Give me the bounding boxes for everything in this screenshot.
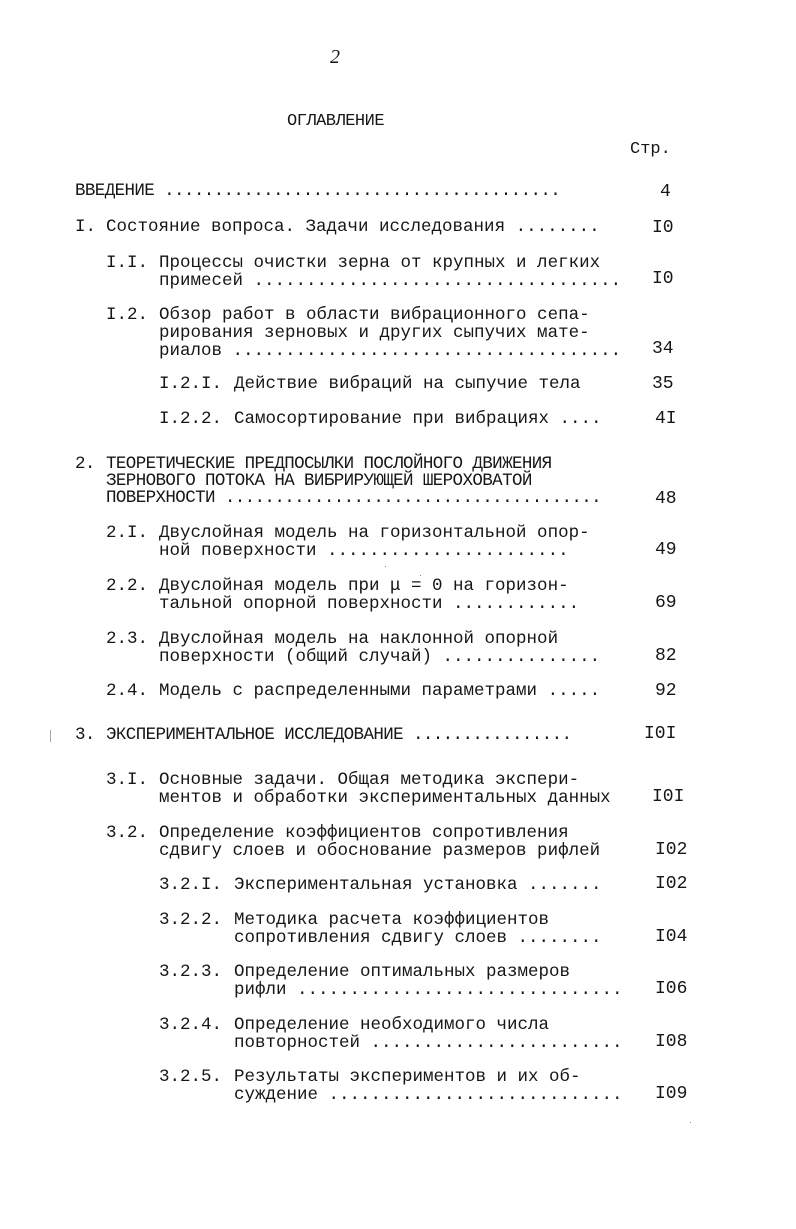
toc-entry-text-line-2: повторностей ........................ — [234, 1033, 623, 1053]
toc-entry-text: Экспериментальная установка ....... — [234, 875, 602, 895]
page-column-header: Стр. — [630, 140, 671, 159]
page-title: ОГЛАВЛЕНИЕ — [287, 112, 385, 131]
toc-entry-page: 34 — [652, 339, 674, 359]
toc-entry-text-line-2: суждение ............................ — [234, 1085, 623, 1105]
toc-entry-page: 92 — [655, 681, 677, 701]
toc-entry-page: 4I — [655, 409, 677, 429]
toc-entry-text-line-3: риалов ..................................... — [159, 341, 622, 361]
toc-entry-text: ВВЕДЕНИЕ ........................................ — [75, 181, 561, 201]
toc-entry-page: I06 — [655, 979, 688, 999]
toc-entry-text-line-2: ментов и обработки экспериментальных данных — [159, 788, 611, 808]
toc-entry-page: I0I — [652, 787, 685, 807]
toc-entry-page: 35 — [652, 374, 674, 394]
toc-entry-number: I. — [75, 217, 97, 237]
toc-entry-text-line-1: Определение оптимальных размеров — [234, 962, 571, 982]
toc-entry-text-line-2: тальной опорной поверхности ............ — [159, 594, 580, 614]
toc-entry-number: 2.4. — [106, 681, 149, 701]
toc-entry-page: I08 — [655, 1032, 688, 1052]
toc-entry-number: I.2. — [106, 305, 149, 325]
toc-entry-page: I02 — [655, 840, 688, 860]
toc-entry-text-line-1: ТЕОРЕТИЧЕСКИЕ ПРЕДПОСЫЛКИ ПОСЛОЙНОГО ДВИЖЕНИЯ — [106, 454, 552, 474]
toc-entry-text-line-2: примесей ................................... — [159, 271, 622, 291]
toc-entry-text: Модель с распределенными параметрами ..... — [159, 681, 601, 701]
toc-entry-text-line-1: Основные задачи. Общая методика экспери- — [159, 770, 580, 790]
toc-entry-number: 3.2.4. — [159, 1015, 223, 1035]
page-number: 2 — [330, 46, 340, 68]
toc-entry-number: 3.2.5. — [159, 1067, 223, 1087]
toc-entry-page: 4 — [660, 182, 671, 202]
toc-entry-text-line-2: ЗЕРНОВОГО ПОТОКА НА ВИБРИРУЮЩЕЙ ШЕРОХОВАТОЙ — [106, 471, 532, 491]
toc-entry-number: 2.2. — [106, 576, 149, 596]
toc-entry-page: I0I — [644, 724, 677, 744]
toc-entry-text-line-1: Двуслойная модель на горизонтальной опор- — [159, 523, 590, 543]
toc-entry-page: 82 — [655, 646, 677, 666]
toc-entry-number: I.2.2. — [159, 409, 223, 429]
toc-entry-text-line-1: Двуслойная модель при μ = 0 на горизон- — [159, 576, 569, 596]
toc-entry-number: 3.2.3. — [159, 962, 223, 982]
toc-entry-text-line-1: Результаты экспериментов и их об- — [234, 1067, 581, 1087]
toc-entry-text-line-2: рифли ............................... — [234, 980, 623, 1000]
toc-entry-text-line-2: поверхности (общий случай) ............... — [159, 647, 601, 667]
toc-entry-number: 2.3. — [106, 629, 149, 649]
toc-entry-text: ЭКСПЕРИМЕНТАЛЬНОЕ ИССЛЕДОВАНИЕ ................ — [106, 725, 572, 745]
toc-entry-text: Состояние вопроса. Задачи исследования ........ — [106, 217, 600, 237]
toc-entry-text: Действие вибраций на сыпучие тела — [234, 374, 581, 394]
scan-speck — [385, 566, 386, 567]
toc-entry-number: 3.I. — [106, 770, 149, 790]
toc-entry-text-line-1: Определение коэффициентов сопротивления — [159, 823, 569, 843]
toc-entry-number: 3.2.I. — [159, 875, 223, 895]
toc-entry-page: 48 — [655, 489, 677, 509]
toc-entry-page: I0 — [652, 218, 674, 238]
toc-entry-page: 49 — [655, 540, 677, 560]
toc-entry-page: 69 — [655, 593, 677, 613]
toc-entry-text: Самосортирование при вибрациях .... — [234, 409, 602, 429]
toc-entry-text-line-2: ной поверхности ....................... — [159, 541, 569, 561]
toc-entry-text-line-1: Методика расчета коэффициентов — [234, 910, 550, 930]
toc-entry-number: I.I. — [106, 253, 149, 273]
toc-entry-number: I.2.I. — [159, 374, 223, 394]
toc-entry-page: I0 — [652, 269, 674, 289]
toc-entry-number: 3.2. — [106, 823, 149, 843]
toc-entry-text-line-1: Двуслойная модель на наклонной опорной — [159, 629, 559, 649]
toc-entry-number: 2.I. — [106, 523, 149, 543]
toc-entry-number: 3.2.2. — [159, 910, 223, 930]
toc-entry-number: 2. — [75, 454, 95, 474]
scan-speck — [420, 575, 421, 576]
toc-entry-text-line-1: Процессы очистки зерна от крупных и легких — [159, 253, 601, 273]
toc-entry-page: I09 — [655, 1084, 688, 1104]
toc-entry-text-line-3: ПОВЕРХНОСТИ ...................................... — [106, 488, 602, 508]
toc-entry-page: I02 — [655, 874, 688, 894]
scan-mark — [50, 730, 51, 742]
scan-speck — [690, 1122, 691, 1123]
toc-entry-page: I04 — [655, 927, 688, 947]
toc-entry-text-line-1: Определение необходимого числа — [234, 1015, 550, 1035]
toc-entry-number: 3. — [75, 725, 95, 745]
toc-entry-text-line-2: рирования зерновых и других сыпучих мате- — [159, 323, 590, 343]
toc-entry-text-line-2: сопротивления сдвигу слоев ........ — [234, 928, 602, 948]
toc-entry-text-line-2: сдвигу слоев и обоснование размеров рифлей — [159, 841, 601, 861]
toc-entry-text-line-1: Обзор работ в области вибрационного сепа- — [159, 305, 590, 325]
